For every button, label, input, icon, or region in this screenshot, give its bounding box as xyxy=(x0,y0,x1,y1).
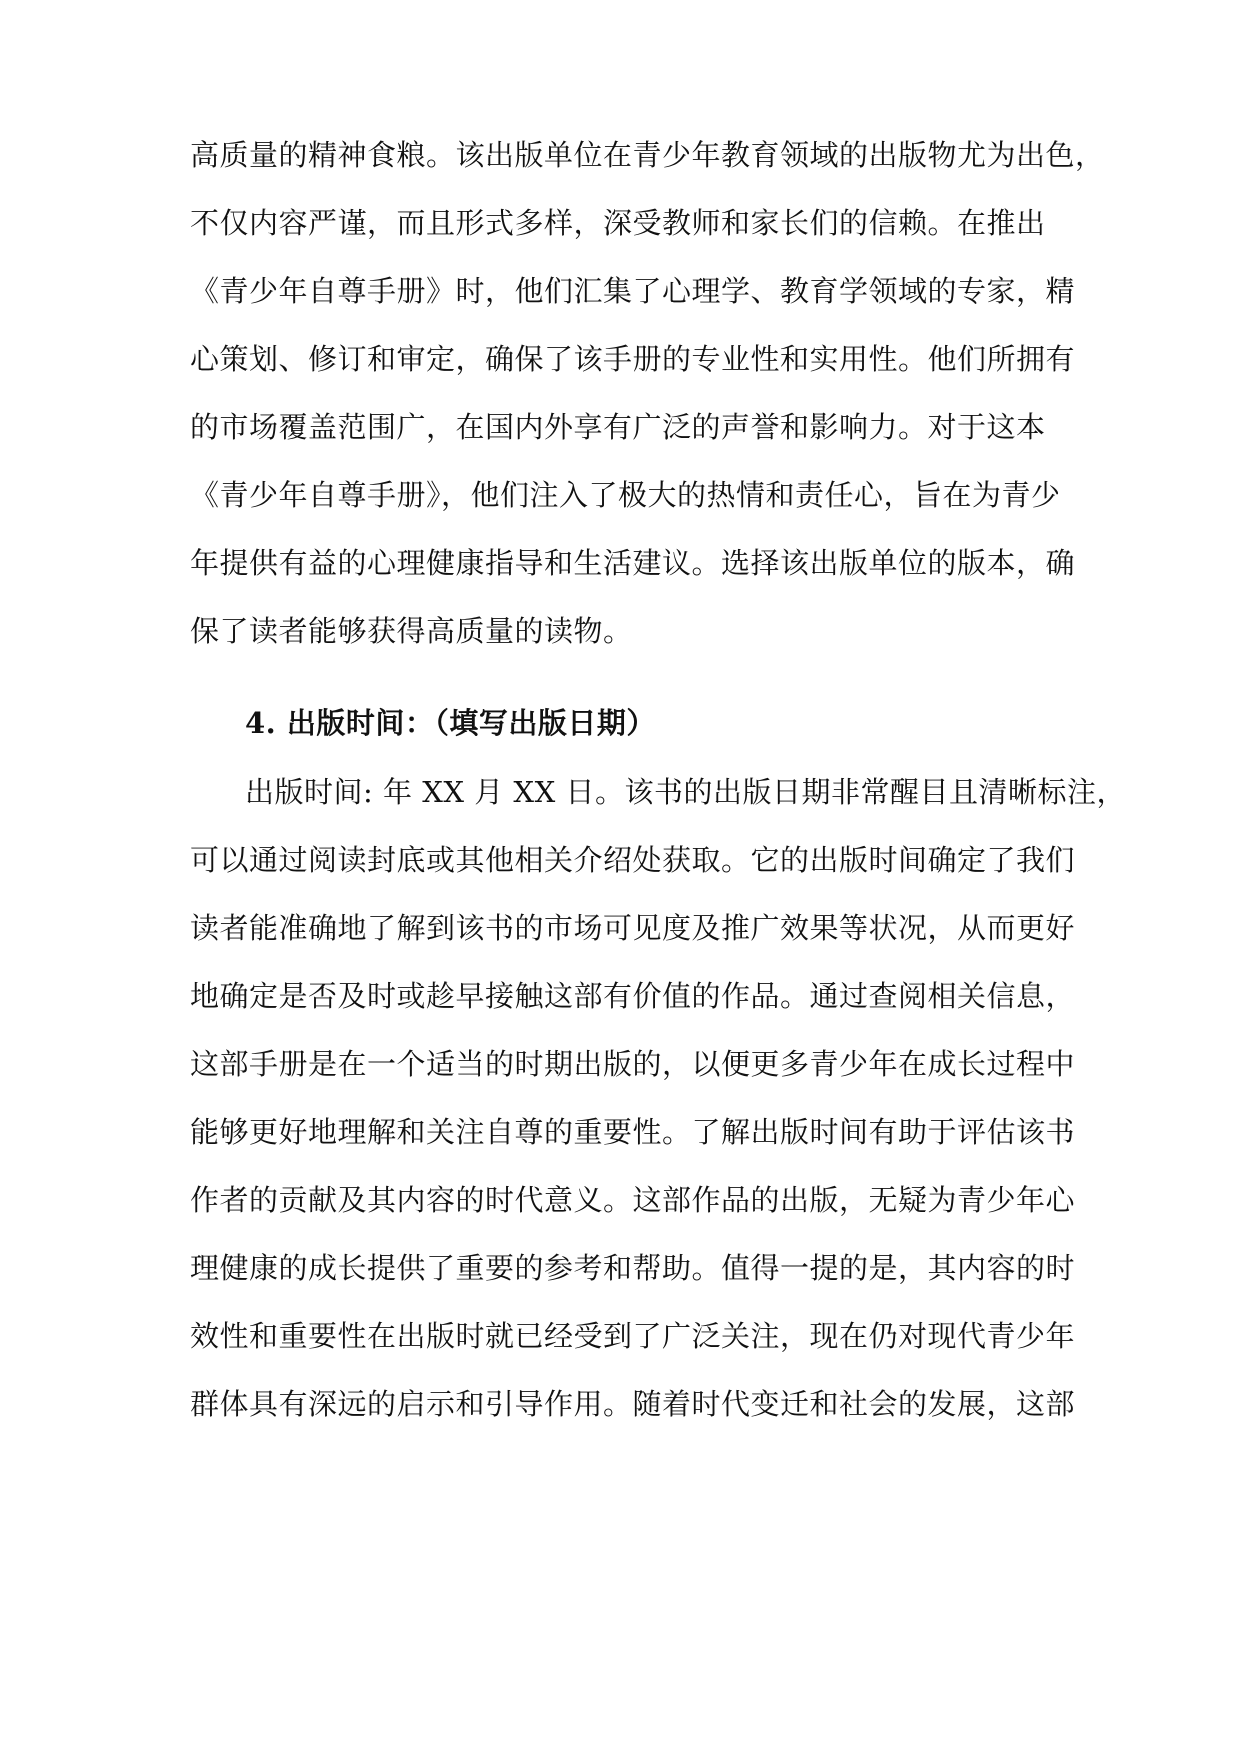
text-line: 群体具有深远的启示和引导作用。随着时代变迁和社会的发展，这部 xyxy=(190,1387,1076,1421)
text-line: 的市场覆盖范围广，在国内外享有广泛的声誉和影响力。对于这本 xyxy=(190,410,1046,444)
text-line: 作者的贡献及其内容的时代意义。这部作品的出版，无疑为青少年心 xyxy=(190,1183,1076,1217)
text-line: 《青少年自尊手册》，他们注入了极大的热情和责任心，旨在为青少 xyxy=(190,478,1061,512)
text-line: 保了读者能够获得高质量的读物。 xyxy=(190,614,633,648)
text-line: 出版时间: 年 XX 月 XX 日。该书的出版日期非常醒目且清晰标注， xyxy=(245,775,1126,809)
text-line: 这部手册是在一个适当的时期出版的，以便更多青少年在成长过程中 xyxy=(190,1047,1076,1081)
text-line: 高质量的精神食粮。该出版单位在青少年教育领域的出版物尤为出色， xyxy=(190,138,1105,172)
text-line: 效性和重要性在出版时就已经受到了广泛关注，现在仍对现代青少年 xyxy=(190,1319,1076,1353)
text-line: 理健康的成长提供了重要的参考和帮助。值得一提的是，其内容的时 xyxy=(190,1251,1076,1285)
text-line: 可以通过阅读封底或其他相关介绍处获取。它的出版时间确定了我们 xyxy=(190,843,1076,877)
text-line: 能够更好地理解和关注自尊的重要性。了解出版时间有助于评估该书 xyxy=(190,1115,1076,1149)
text-line: 《青少年自尊手册》时，他们汇集了心理学、教育学领域的专家，精 xyxy=(190,274,1076,308)
text-line: 心策划、修订和审定，确保了该手册的专业性和实用性。他们所拥有 xyxy=(190,342,1076,376)
text-line: 年提供有益的心理健康指导和生活建议。选择该出版单位的版本，确 xyxy=(190,546,1076,580)
text-line: 地确定是否及时或趁早接触这部有价值的作品。通过查阅相关信息， xyxy=(190,979,1076,1013)
section-heading: 4. 出版时间：（填写出版日期） xyxy=(245,706,656,740)
text-line: 不仅内容严谨，而且形式多样，深受教师和家长们的信赖。在推出 xyxy=(190,206,1046,240)
text-line: 读者能准确地了解到该书的市场可见度及推广效果等状况，从而更好 xyxy=(190,911,1076,945)
